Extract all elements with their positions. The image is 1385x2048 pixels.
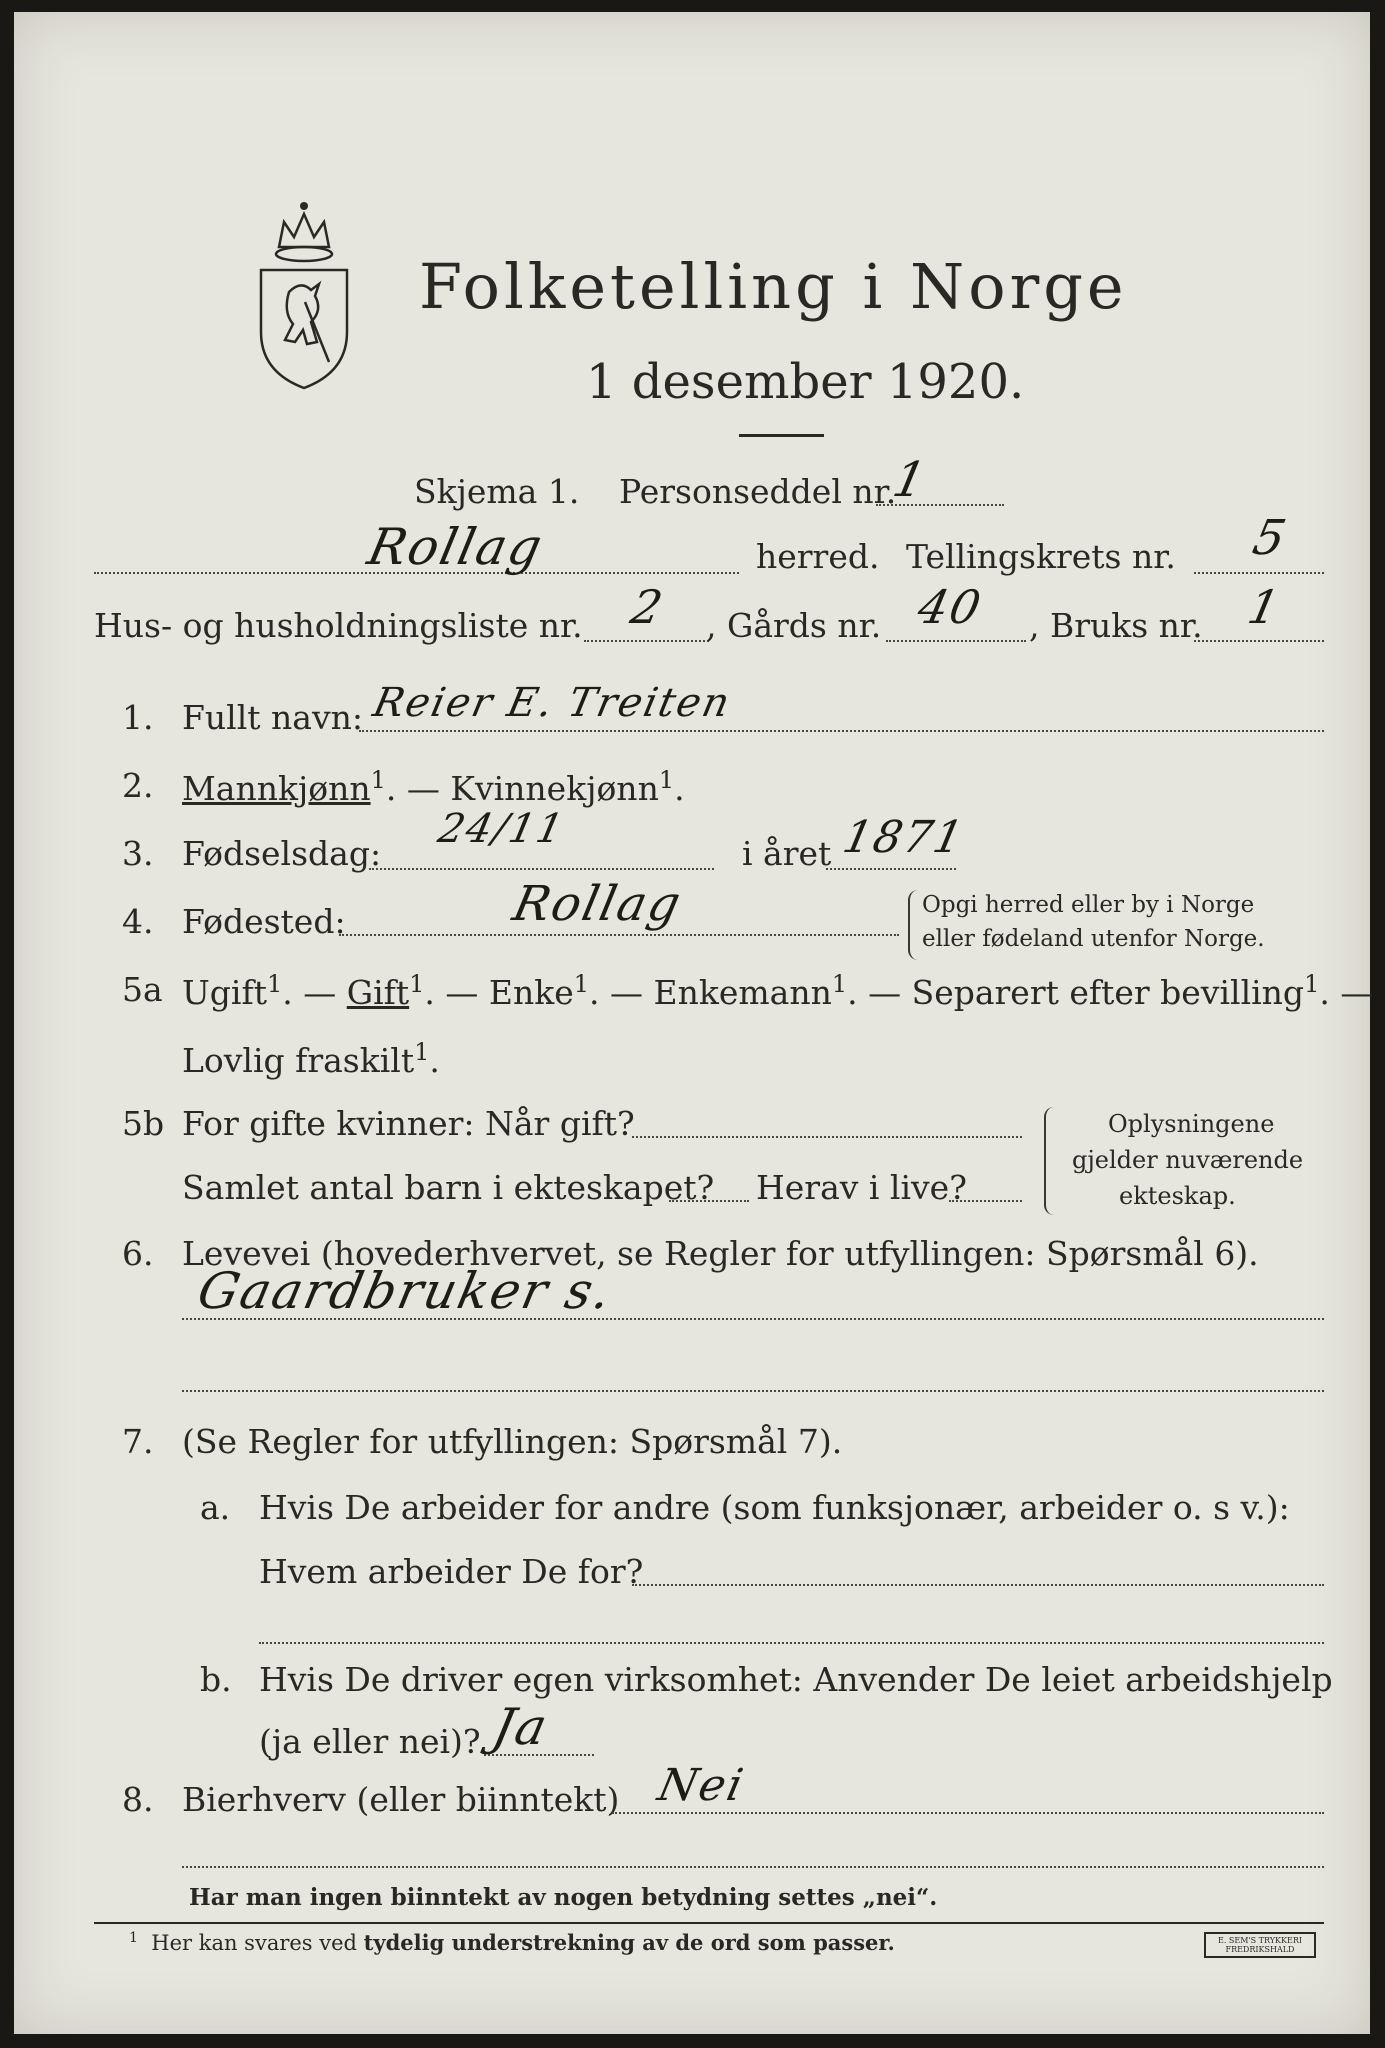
hus-value[interactable]: 2 [626,580,670,634]
q6-line2 [182,1390,1324,1392]
q5b-alive-line[interactable] [949,1200,1022,1202]
q4-number: 4. [122,902,154,941]
q4-note-bracket [908,890,922,960]
hus-label: Hus- og husholdningsliste nr. [94,606,583,645]
bottom-note: Har man ingen biinntekt av nogen betydning settes „nei“. [189,1884,938,1911]
footnote: $^1$ Her kan svares ved tydelig understrekning av de ord som passer. [129,1930,895,1955]
q3-birthday-value[interactable]: 24/11 [434,806,570,852]
q5b-alive-label: Herav i live? [756,1168,967,1207]
q4-birthplace-value[interactable]: Rollag [508,876,688,932]
q3-year-value[interactable]: 1871 [838,812,970,863]
herred-label: herred. [756,537,880,576]
q7-label: (Se Regler for utfyllingen: Spørsmål 7). [182,1422,843,1461]
q5a-marital-options: Ugift$^1$. — Gift$^1$. — Enke$^1$. — Enkemann$^1$. — Separert efter bevilling$^1$. — [182,970,1374,1012]
q5b-note-bracket [1044,1107,1058,1215]
census-form-sheet [14,12,1374,2034]
q7b-line2: (ja eller nei)? [259,1722,481,1761]
q5b-note-line1: Oplysningene [1108,1110,1275,1138]
q8-number: 8. [122,1780,154,1819]
personseddel-label: Personseddel nr. [619,472,897,511]
gards-line [886,640,1026,642]
form-title: Folketelling i Norge [419,250,1128,323]
q4-note-line2: eller fødeland utenfor Norge. [922,926,1265,952]
title-divider [739,434,824,437]
q7a-line1: Hvis De arbeider for andre (som funksjonær, arbeider o. s v.): [259,1488,1290,1527]
q4-line [339,934,899,936]
q4-note-line1: Opgi herred eller by i Norge [922,892,1255,918]
q5b-line2: Samlet antal barn i ekteskapet? [182,1168,715,1207]
printer-stamp: E. SEM'S TRYKKERI FREDRIKSHALD [1204,1932,1316,1958]
q5a-number: 5a [122,970,163,1009]
q2-gender-options: Mannkjønn$^1$. — Kvinnekjønn$^1$. [182,766,685,808]
q5b-children-line[interactable] [669,1200,749,1202]
q7a-line2: Hvem arbeider De for? [259,1552,644,1591]
q3-number: 3. [122,834,154,873]
q1-label: Fullt navn: [182,698,363,737]
q7b-letter: b. [200,1660,232,1699]
q5b-number: 5b [122,1104,165,1143]
q8-line2 [182,1866,1324,1868]
q5b-line1: For gifte kvinner: Når gift? [182,1104,635,1143]
q7b-value[interactable]: Ja [487,1698,555,1756]
coat-of-arms-icon [249,192,359,392]
tellingskrets-line [1194,572,1324,574]
q7b-line1: Hvis De driver egen virksomhet: Anvender De leiet arbeidshjelp [259,1660,1333,1699]
tellingskrets-label: Tellingskrets nr. [906,537,1176,576]
q1-number: 1. [122,698,154,737]
q3-label: Fødselsdag: [182,834,382,873]
q5b-note-line3: ekteskap. [1119,1182,1236,1210]
q2-number: 2. [122,766,154,805]
q7a-employer-line2[interactable] [259,1642,1324,1644]
q4-label: Fødested: [182,902,346,941]
q6-label: Levevei (hovederhvervet, se Regler for utfyllingen: Spørsmål 6). [182,1234,1259,1273]
q1-full-name-value[interactable]: Reier E. Treiten [369,680,736,726]
gards-label: , Gårds nr. [706,606,882,645]
q2-mannkjonn-selected[interactable]: Mannkjønn [182,769,371,808]
q7-number: 7. [122,1422,154,1461]
q8-value[interactable]: Nei [653,1760,750,1811]
herred-value[interactable]: Rollag [362,518,549,576]
q6-number: 6. [122,1234,154,1273]
q7a-letter: a. [200,1488,231,1527]
q5b-when-married-line[interactable] [632,1136,1022,1138]
q5a-gift-selected[interactable]: Gift [346,973,410,1012]
q8-label: Bierhverv (eller biinntekt) [182,1780,620,1819]
q3-date-line [369,868,714,870]
q3-year-line [826,868,956,870]
q5b-note-line2: gjelder nuværende [1072,1146,1304,1174]
personseddel-value[interactable]: 1 [888,452,933,508]
q5a-line2: Lovlig fraskilt$^1$. [182,1038,440,1080]
q3-year-label: i året [742,834,832,873]
footnote-divider [94,1922,1324,1924]
bruks-line [1194,640,1324,642]
q6-occupation-value[interactable]: Gaardbruker s. [192,1262,618,1320]
q7a-employer-line[interactable] [632,1584,1324,1586]
bruks-label: , Bruks nr. [1029,606,1203,645]
census-date: 1 desember 1920. [586,354,1025,410]
bruks-value[interactable]: 1 [1243,580,1287,634]
q8-line1 [612,1812,1324,1814]
skjema-label: Skjema 1. [414,472,580,511]
q1-line [359,730,1324,732]
hus-line [584,640,709,642]
tellingskrets-value[interactable]: 5 [1248,510,1293,566]
gards-value[interactable]: 40 [913,580,988,634]
